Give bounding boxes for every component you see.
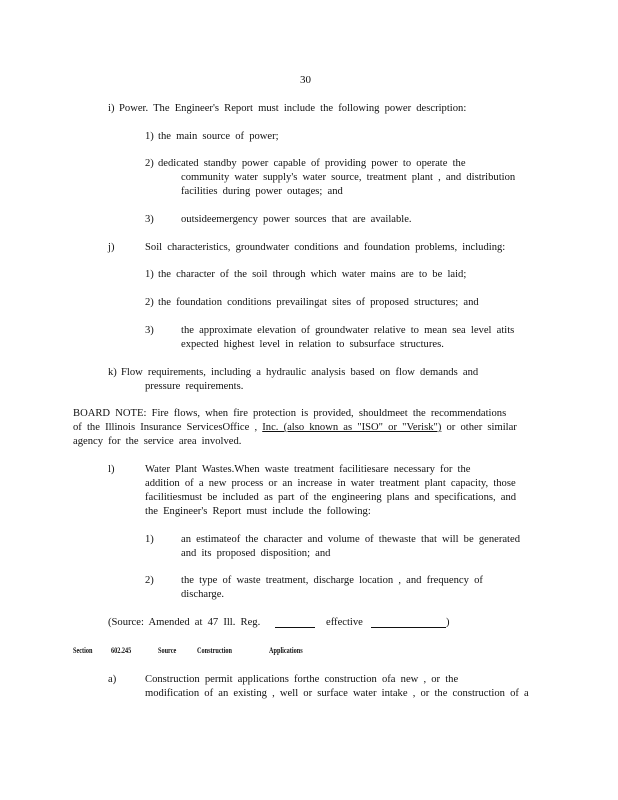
item-j-3-line-1: the approximate elevation of groundwater relative to mean sea level atits: [181, 325, 515, 336]
board-note-line-2-post: or other similar: [441, 422, 517, 433]
item-i-1-text: the main source of power;: [158, 131, 279, 142]
item-l-line-4: the Engineer's Report must include the following:: [145, 506, 371, 517]
item-i-label: i): [108, 103, 115, 114]
section-label: Section: [73, 646, 93, 655]
item-l-1-label: 1): [145, 534, 154, 545]
item-j-1-label: 1): [145, 269, 154, 280]
item-l-line-2: addition of a new process or an increase in water treatment plant capacity, those: [145, 478, 516, 489]
item-j-2-label: 2): [145, 297, 154, 308]
item-k-line-2: pressure requirements.: [145, 381, 244, 392]
item-l-1-line-2: and its proposed disposition; and: [181, 548, 331, 559]
item-i-3-label: 3): [145, 214, 154, 225]
item-a-label: a): [108, 674, 117, 685]
board-note-line-2: [73, 421, 517, 434]
source-close-paren: ): [446, 617, 450, 628]
item-l-2-label: 2): [145, 575, 154, 586]
board-note-line-1: BOARD NOTE: Fire flows, when fire protection is provided, shouldmeet the recommendations: [73, 408, 507, 419]
item-i-2-line-3: facilities during power outages; and: [181, 186, 343, 197]
board-note-line-2-pre: of the Illinois Insurance ServicesOffice ,: [73, 422, 263, 433]
source-volume-blank: [275, 616, 315, 628]
item-j-2-text: the foundation conditions prevailingat sites of proposed structures; and: [158, 297, 479, 308]
item-i-1-label: 1): [145, 131, 154, 142]
item-k-line-1: Flow requirements, including a hydraulic analysis based on flow demands and: [121, 367, 479, 378]
item-i-text: Power. The Engineer's Report must include the following power description:: [119, 103, 467, 114]
item-l-2-line-2: discharge.: [181, 589, 225, 600]
item-i-2-label: 2): [145, 158, 154, 169]
item-i-2-line-1: dedicated standby power capable of providing power to operate the: [158, 158, 466, 169]
source-note-text: (Source: Amended at 47 Ill. Reg.: [108, 617, 261, 628]
board-note-line-3: agency for the service area involved.: [73, 436, 242, 447]
section-title-word-2: Construction: [197, 646, 233, 655]
section-number: 602.245: [111, 646, 132, 655]
item-j-text: Soil characteristics, groundwater conditions and foundation problems, including:: [145, 242, 506, 253]
item-i-3-text: outsideemergency power sources that are available.: [181, 214, 412, 225]
item-j-3-line-2: expected highest level in relation to subsurface structures.: [181, 339, 444, 350]
board-note-inserted-text: Inc. (also known as "ISO" or "Verisk"): [262, 422, 442, 433]
item-a-line-2: modification of an existing , well or surface water intake , or the construction of a: [145, 688, 529, 699]
source-date-blank: [371, 616, 446, 628]
item-j-label: j): [108, 242, 115, 253]
page-number: 30: [300, 74, 311, 86]
item-j-1-text: the character of the soil through which water mains are to be laid;: [158, 269, 467, 280]
section-title-word-1: Source: [158, 646, 177, 655]
item-l-2-line-1: the type of waste treatment, discharge location , and frequency of: [181, 575, 483, 586]
source-effective-label: effective: [326, 617, 363, 628]
item-l-label: l): [108, 464, 115, 475]
section-title-word-3: Applications: [269, 646, 303, 655]
item-l-1-line-1: an estimateof the character and volume of thewaste that will be generated: [181, 534, 520, 545]
item-k-label: k): [108, 367, 117, 378]
item-j-3-label: 3): [145, 325, 154, 336]
item-a-line-1: Construction permit applications forthe construction ofa new , or the: [145, 674, 459, 685]
item-l-line-1: Water Plant Wastes.When waste treatment facilitiesare necessary for the: [145, 464, 471, 475]
item-l-line-3: facilitiesmust be included as part of the engineering plans and specifications, and: [145, 492, 517, 503]
item-i-2-line-2: community water supply's water source, treatment plant , and distribution: [181, 172, 516, 183]
